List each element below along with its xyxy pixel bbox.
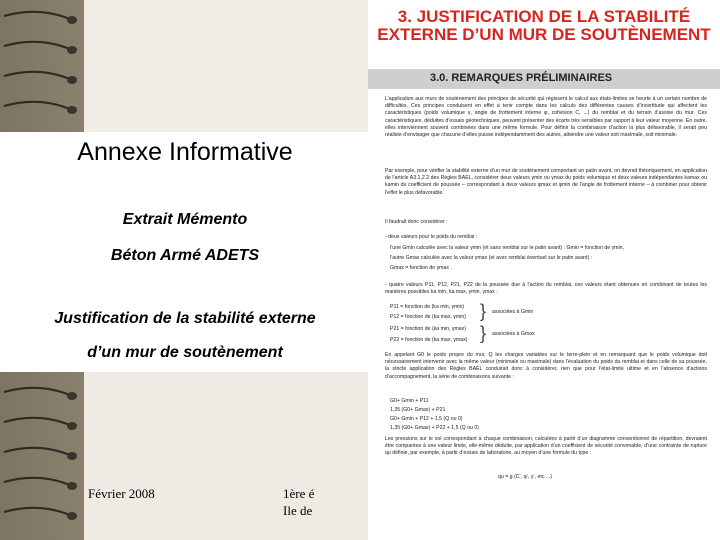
page-title-line-1: 3. JUSTIFICATION DE LA STABILITÉ [397, 7, 691, 26]
combination-4: 1,35 (G0+ Gmax) + P22 + 1,5 (Q ou 0) [390, 425, 479, 431]
formula-p11: P11 = fonction de (ka min, γmin) [390, 304, 465, 310]
brace-icon: } [480, 301, 487, 321]
paragraph-2: Par exemple, pour vérifier la stabilité externe d’un mur de soutènement comportant un patin avant, on devrait théoriquement, en application de l’article A3.1,2.2 des Règles BAEL, considérer deux valeurs γmin ou γmax du poids volumique et deux valeurs indépendantes kamax ou kamin du coefficient de poussée – correspondant à deux valeurs φmax et φmin de l’angle de frottement interne – à combiner pour obtenir l’effet le plus défavorable. [385, 168, 707, 196]
footer-location: Ile de [283, 503, 313, 518]
footer-date: Février 2008 [88, 486, 155, 501]
formula-qu: qu = g (C’, φ’, γ’, etc ...) [498, 474, 552, 480]
paragraph-5: Les pressions sur le sol correspondant à chaque combinaison, calculées à partir d’un diagramme conventionnel de répartition, devraient être comparées à une valeur limite, elle-même déduite, par application d’un coefficient de sécurité convenable, d’une contrainte de rupture qu définie, par exemple, à partir d’essais de laboratoire, au moyen d’une formule du type : [385, 436, 707, 457]
annex-title: Annexe Informative [77, 138, 293, 166]
source-line: Béton Armé ADETS [110, 247, 260, 264]
formula-p22: P22 = fonction de (ka max, γmax) [390, 337, 468, 343]
list-item-1b: l’autre Gmax calculée avec la valeur γmax (et avec remblai éventuel sur le patin avant) : [390, 255, 593, 261]
association-gmax: associées à Gmax [492, 331, 535, 337]
spiral-binding-icon [0, 0, 90, 540]
paper-background-bottom [84, 372, 370, 540]
formula-p21: P21 = fonction de (ka min, γmax) [390, 326, 466, 332]
document-page [368, 0, 720, 540]
section-heading: 3.0. REMARQUES PRÉLIMINAIRES [430, 72, 613, 84]
paragraph-1: L’application aux murs de soutènement des principes de sécurité qui régissent le calcul aux états-limites se heurte à un certain nombre de difficultés. Ces principes conduisent en effet à tenir compte dans les calculs des différentes causes d’incertitude qui affectent les caractéristiques (poids volumique γ, angle de frottement interne φ, cohésion C, ...) du remblai et du terrain d’assise du mur. Ces caractéristiques, déduites d’essais géotechniques, peuvent présenter des écarts très sensibles par rapport à leur valeur moyenne. En outre, elles interviennent souvent combinées dans une même formule. Pour définir la combinaison d’action la plus défavorable, il serait peu réaliste d’envisager que chacune d’elles puisse indépendamment des autres, atteindre une valeur soit maximale, soit minimale. [385, 96, 707, 139]
paragraph-3: Il faudrait donc considérer : [385, 219, 448, 225]
list-item-1: - deux valeurs pour le poids du remblai : [385, 234, 478, 240]
association-gmin: associées à Gmin [492, 309, 534, 315]
subject-line-2: d’un mur de soutènement [87, 344, 283, 361]
list-item-1c: Gmax = fonction de γmax . [390, 265, 452, 271]
list-item-2: - quatre valeurs P11, P12, P21, P22 de la poussée due à l’action du remblai, ces valeurs étant obtenues en combinant de toutes les manières possibles ka min, ka max, γmin, γmax : [385, 282, 707, 296]
page-title [368, 8, 720, 44]
combination-3: G0+ Gmin + P12 + 1,5 (Q ou 0) [390, 416, 463, 422]
brace-icon: } [480, 323, 487, 343]
paragraph-4: En appelant G0 le poids propre du mur, Q les charges variables sur le terre-plein et en remarquant que le poids volumique doit nécessairement intervenir avec la même valeur (minimale ou maximale) dans l’évaluation du poids du remblai et dans celle de sa poussée, la stricte application des Règles BAEL conduirait donc à considérer, rien que pour l’état-limite ultime et en l’absence d’actions d’accompagnement, la série de combinaisons suivante : [385, 352, 707, 380]
memento-line: Extrait Mémento [122, 211, 248, 228]
formula-p12: P12 = fonction de (ka max, γmin) [390, 314, 466, 320]
subject-line-1: Justification de la stabilité externe [54, 310, 316, 327]
combination-1: G0+ Gmin + P11 [390, 398, 429, 404]
combination-2: 1,35 (G0+ Gmax) + P21 [390, 407, 446, 413]
page-title-line-2: EXTERNE D’UN MUR DE SOUTÈNEMENT [377, 25, 711, 44]
list-item-1a: l’une Gmin calculée avec la valeur γmin (et sans remblai sur le patin avant) : Gmin = fonction de γmin, [390, 245, 624, 251]
footer-edition: 1ère é [283, 486, 315, 501]
